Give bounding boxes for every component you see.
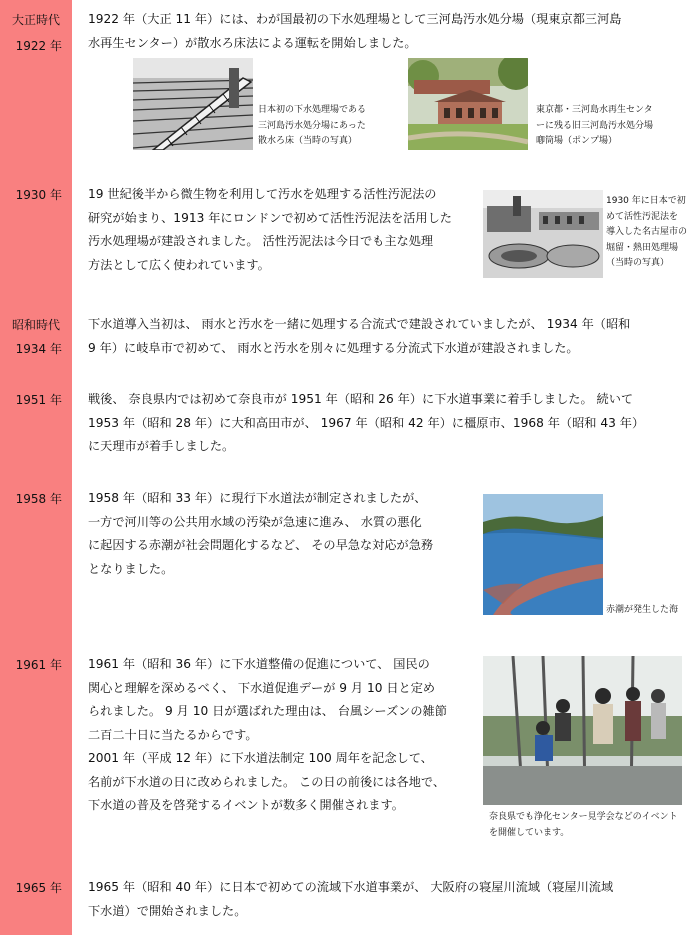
entry-text-1951 [88,388,644,459]
text-line: に天理市が着手しました。 [88,439,235,453]
text-line: 下水道導入当初は、 雨水と汚水を一緒に処理する合流式で建設されていましたが、 1934 年（昭和 [88,317,631,331]
text-line: 下水道）で開始されました。 [88,903,247,918]
year-label: 1961 年 [15,658,62,672]
entry-text-1922 [88,8,621,55]
text-line: 1958 年（昭和 33 年）に現行下水道法が制定されましたが、 [88,491,427,505]
year-label: 1951 年 [15,393,62,407]
text-line: 汚水処理場が建設されました。 活性汚泥法は今日でも主な処理 [88,234,434,248]
entry-text-1958 [88,487,433,581]
era-label-taisho [0,8,72,32]
text-line: 1961 年（昭和 36 年）に下水道整備の促進について、 国民の [88,657,430,671]
text-line: 19 世紀後半から微生物を利用して汚水を処理する活性汚泥法の [88,187,437,201]
era-name: 昭和時代 [11,318,60,332]
entry-text-1965 [88,876,613,923]
text-line: 1953 年（昭和 28 年）に大和高田市が、 1967 年（昭和 42 年）に橿原市、1968 年（昭和 43 年） [88,415,645,430]
year-label: 1958 年 [15,492,62,506]
text-line: 一方で河川等の公共用水域の汚染が急速に進み、 水質の悪化 [88,514,422,529]
photo-caption: 1930 年に日本で初 めて活性汚泥法を 導入した名古屋市の 堀留・熱田処理場 （当時の写真） [606,196,688,268]
nagoya-plant-photo [483,190,603,278]
text-line: となりました。 [88,561,174,576]
photo-caption: 東京都・三河島水再生センタ ーに残る旧三河島汚水処分場 喞筒場（ポンプ場） [536,105,654,146]
plant-tour-photo [483,656,682,805]
text-line: 下水道の普及を啓発するイベントが数多く開催されます。 [88,798,404,812]
photo-caption: 奈良県でも浄化センター見学会などのイベント を開催しています。 [489,812,678,838]
text-line: 9 年）に岐阜市で初めて、 雨水と汚水を別々に処理する分流式下水道が建設されました。 [88,340,579,355]
text-line: 研究が始まり、1913 年にロンドンで初めて活性汚泥法を活用した [88,210,452,225]
text-line: に起因する赤潮が社会問題化するなど、 その早急な対応が急務 [88,538,434,552]
text-line: 戦後、 奈良県内では初めて奈良市が 1951 年（昭和 26 年）に下水道事業に着手しました。 続いて [88,392,634,406]
text-line: られました。 9 月 10 日が選ばれた理由は、 台風シーズンの雑節 [88,704,447,718]
photo-caption: 赤潮が発生した海 [606,605,679,615]
era-name: 大正時代 [11,13,60,27]
text-line: 1965 年（昭和 40 年）に日本で初めての流域下水道事業が、 大阪府の寝屋川流域（寝屋川流域 [88,880,614,894]
year-label: 1965 年 [15,881,62,895]
era-label-showa [0,313,72,337]
photo-caption: 日本初の下水処理場である 三河島汚水処分場にあった 散水ろ床（当時の写真） [258,105,367,146]
entry-text-1961 [88,653,447,818]
entry-text-1934 [88,313,630,360]
year-label: 1922 年 [15,39,62,53]
text-line: 名前が下水道の日に改められました。 この日の前後には各地で、 [88,774,446,789]
text-line: 二百二十日に当たるからです。 [88,727,258,742]
pump-house-photo [408,58,528,150]
trickling-filter-photo [133,58,253,150]
text-line: 1922 年（大正 11 年）には、わが国最初の下水処理場として三河島汚水処分場（現東京都三河島 [88,12,622,26]
year-label: 1930 年 [15,188,62,202]
entry-text-1930 [88,183,452,277]
text-line: 方法として広く使われています。 [88,257,270,272]
text-line: 2001 年（平成 12 年）に下水道法制定 100 周年を記念して、 [88,751,433,765]
red-tide-photo [483,494,603,615]
year-label: 1934 年 [15,342,62,356]
text-line: 関心と理解を深めるべく、 下水道促進デーが 9 月 10 日と定め [88,680,436,695]
era-sidebar [0,0,72,935]
text-line: 水再生センター）が散水ろ床法による運転を開始しました。 [88,35,417,50]
